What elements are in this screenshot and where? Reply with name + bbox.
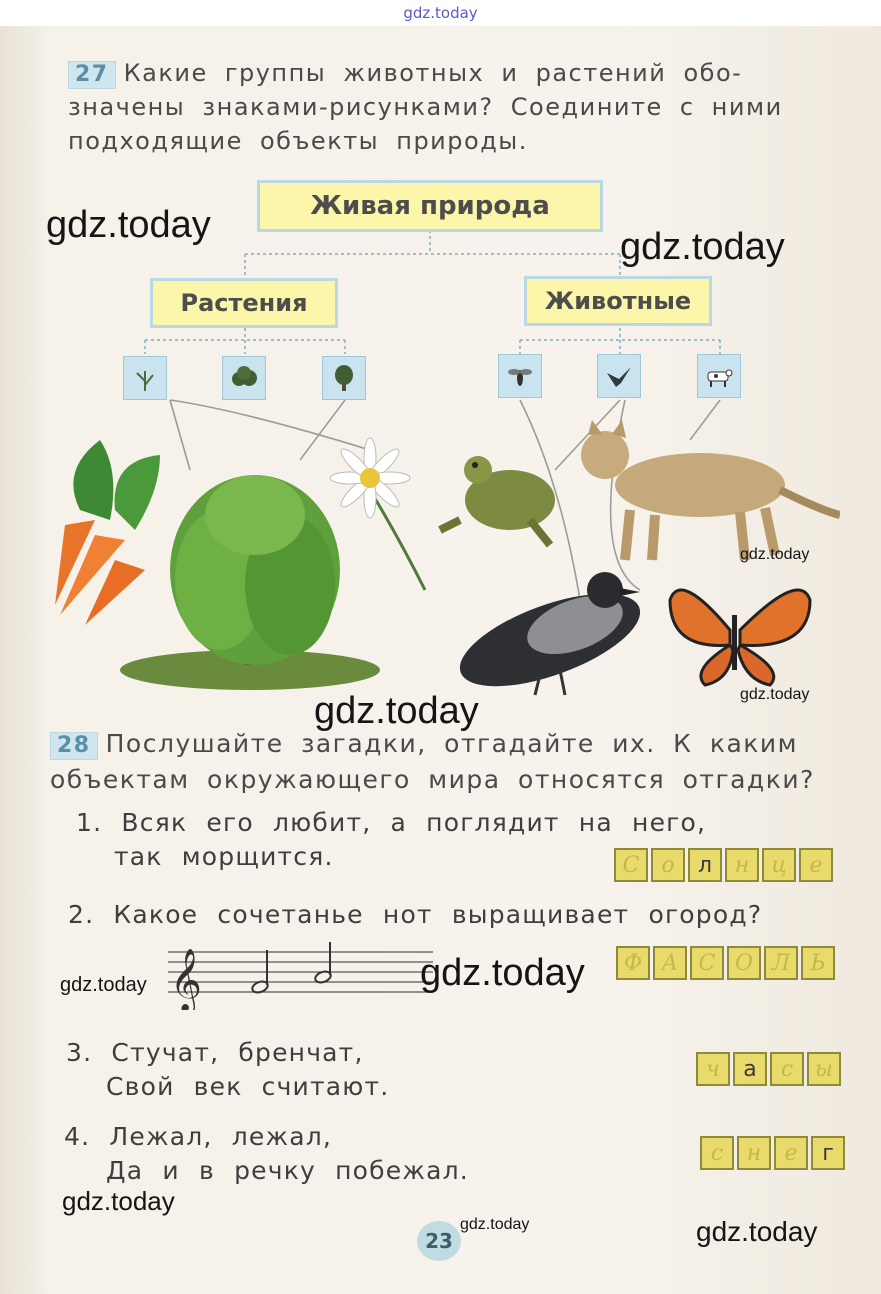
answer-cell[interactable]: с (700, 1136, 734, 1170)
answer-cell[interactable]: г (811, 1136, 845, 1170)
answer-cell[interactable]: е (774, 1136, 808, 1170)
watermark: gdz.today (62, 1186, 175, 1216)
answer-2-cells (616, 946, 835, 980)
watermark: gdz.today (696, 1216, 818, 1247)
carrot-picture (55, 440, 160, 625)
answer-cell[interactable]: С (690, 946, 724, 980)
riddle-number: 3. (66, 1038, 93, 1067)
chamomile-picture (330, 438, 425, 590)
task-28-line2: объектам окружающего мира относятся отгадки? (50, 765, 815, 794)
riddle-line: так морщится. (114, 842, 334, 871)
watermark: gdz.today (460, 1216, 530, 1233)
riddle-number: 1. (76, 808, 103, 837)
header-watermark: gdz.today (403, 4, 478, 22)
riddle-line: Лежал, лежал, (109, 1122, 333, 1151)
answer-cell[interactable]: Ь (801, 946, 835, 980)
watermark: gdz.today (740, 546, 810, 563)
tree-icon (322, 356, 366, 400)
riddle-2 (68, 898, 762, 932)
task-27-line2: значены знаками-рисунками? Соедините с ними (68, 93, 783, 121)
answer-cell[interactable]: ц (762, 848, 796, 882)
riddle-number: 2. (68, 900, 95, 929)
task-27-line3: подходящие объекты природы. (68, 127, 528, 155)
page-number: 23 (417, 1221, 461, 1261)
nature-illustration (40, 420, 840, 710)
riddle-line: Всяк его любит, а поглядит на него, (121, 808, 707, 837)
answer-cell[interactable]: ч (696, 1052, 730, 1086)
willow-tree-picture (120, 475, 380, 690)
answer-cell[interactable]: о (651, 848, 685, 882)
watermark: gdz.today (420, 952, 585, 994)
answer-cell[interactable]: Л (764, 946, 798, 980)
task-number: 28 (50, 732, 98, 760)
watermark: gdz.today (314, 690, 479, 732)
insect-icon (498, 354, 542, 398)
bush-icon (222, 356, 266, 400)
bird-icon (597, 354, 641, 398)
riddle-1 (76, 806, 706, 874)
task-28 (50, 726, 840, 798)
answer-cell[interactable]: Ф (616, 946, 650, 980)
answer-cell[interactable]: ы (807, 1052, 841, 1086)
riddle-number: 4. (64, 1122, 91, 1151)
watermark: gdz.today (60, 974, 147, 996)
crow-picture (449, 572, 651, 705)
cat-picture (581, 420, 840, 560)
answer-cell[interactable]: л (688, 848, 722, 882)
answer-4-cells (700, 1136, 845, 1170)
answer-cell[interactable]: е (799, 848, 833, 882)
root-box: Живая природа (257, 180, 603, 232)
mammal-icon (697, 354, 741, 398)
treble-clef-icon: 𝄞 (170, 948, 202, 1010)
answer-cell[interactable]: с (770, 1052, 804, 1086)
task-number: 27 (68, 61, 116, 89)
answer-1-cells (614, 848, 833, 882)
answer-cell[interactable]: О (727, 946, 761, 980)
plants-box: Растения (150, 278, 338, 328)
riddle-line: Стучат, бренчат, (111, 1038, 364, 1067)
answer-cell[interactable]: С (614, 848, 648, 882)
grass-icon (123, 356, 167, 400)
watermark: gdz.today (620, 226, 785, 268)
frog-picture (440, 456, 555, 545)
animals-box: Животные (524, 276, 712, 326)
riddle-3 (66, 1036, 389, 1104)
answer-cell[interactable]: н (737, 1136, 771, 1170)
butterfly-picture (670, 590, 810, 685)
watermark: gdz.today (46, 204, 211, 246)
task-27-line1: Какие группы животных и растений обо- (123, 59, 743, 87)
answer-3-cells (696, 1052, 841, 1086)
answer-cell[interactable]: а (733, 1052, 767, 1086)
answer-cell[interactable]: А (653, 946, 687, 980)
task-28-line1: Послушайте загадки, отгадайте их. К каким (105, 729, 798, 758)
riddle-line: Да и в речку побежал. (106, 1156, 469, 1185)
answer-cell[interactable]: н (725, 848, 759, 882)
riddle-4 (64, 1120, 469, 1188)
music-staff (168, 940, 438, 1010)
riddle-line: Свой век считают. (106, 1072, 390, 1101)
watermark: gdz.today (740, 686, 810, 703)
riddle-line: Какое сочетанье нот выращивает огород? (113, 900, 763, 929)
